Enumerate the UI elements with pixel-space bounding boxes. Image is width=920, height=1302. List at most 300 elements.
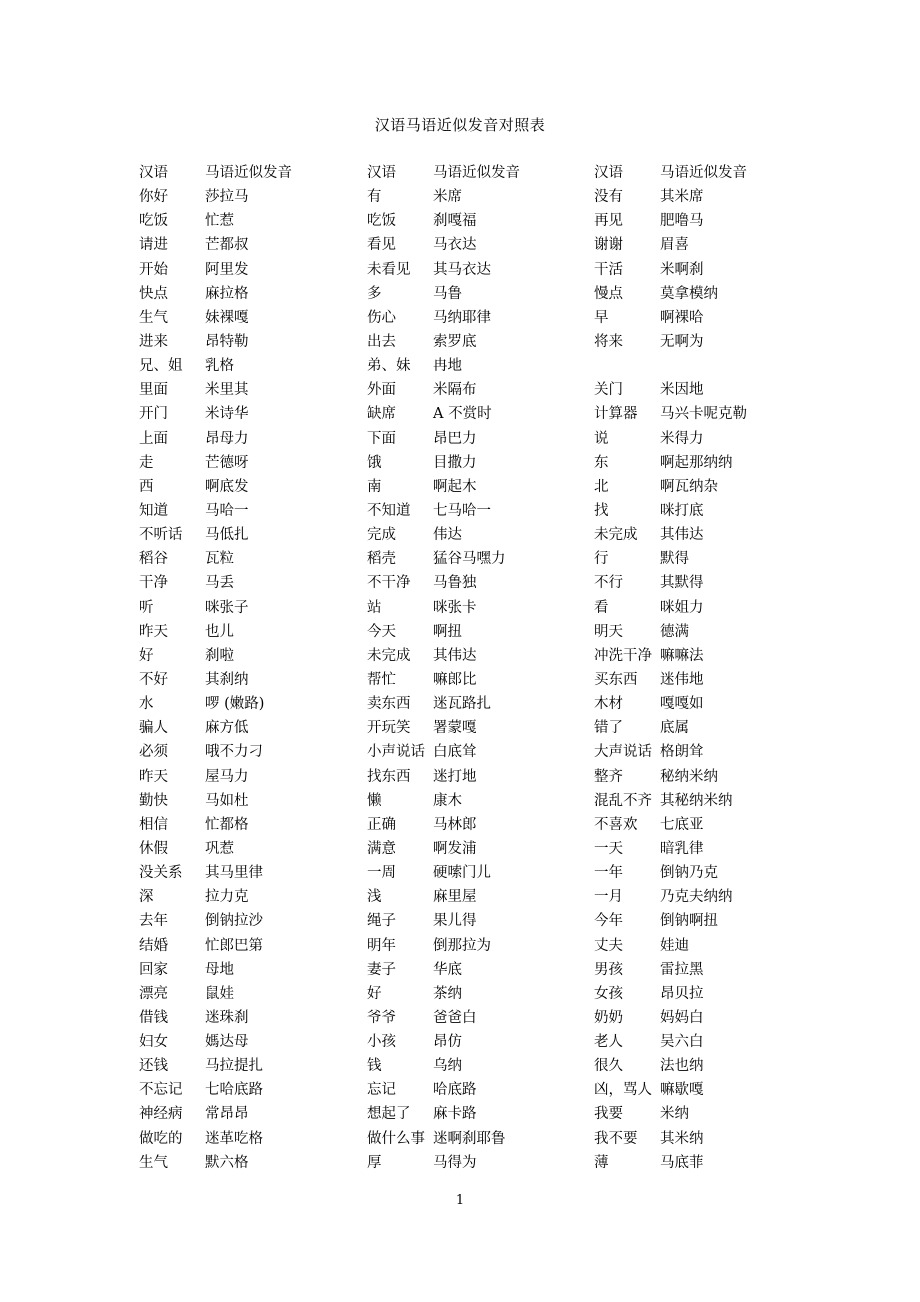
chinese-term: 看 <box>594 599 609 616</box>
vocab-row <box>367 402 595 426</box>
vocab-row <box>367 1151 595 1175</box>
vocab-row <box>367 596 595 620</box>
vocab-row <box>367 571 595 595</box>
malay-pronunciation: 马哈一 <box>205 502 249 519</box>
malay-pronunciation: 其伟达 <box>660 527 704 544</box>
malay-pronunciation: 其米纳 <box>660 1130 704 1147</box>
vocab-row <box>139 813 367 837</box>
vocab-row <box>139 354 367 378</box>
malay-pronunciation: 忙郎巴第 <box>205 937 263 954</box>
malay-pronunciation: 七底亚 <box>660 816 704 833</box>
malay-pronunciation: 其马衣达 <box>433 261 491 278</box>
vocab-row <box>139 185 367 209</box>
vocab-row <box>139 885 367 909</box>
chinese-term: 知道 <box>139 502 168 519</box>
chinese-term: 稻谷 <box>139 551 168 568</box>
chinese-term: 说 <box>594 430 609 447</box>
vocab-row <box>367 813 595 837</box>
malay-pronunciation: 米隔布 <box>433 382 477 399</box>
vocab-row <box>594 885 822 909</box>
vocab-row <box>594 161 822 185</box>
malay-pronunciation: A 不赏时 <box>433 406 492 423</box>
malay-pronunciation: 眉喜 <box>660 237 689 254</box>
vocab-row <box>139 402 367 426</box>
vocab-row <box>367 789 595 813</box>
malay-pronunciation: 迷革吃格 <box>205 1130 263 1147</box>
chinese-term: 开玩笑 <box>367 720 411 737</box>
chinese-term: 错了 <box>594 720 623 737</box>
malay-pronunciation: 瓦粒 <box>205 551 234 568</box>
chinese-term: 找 <box>594 502 609 519</box>
chinese-term: 稻壳 <box>367 551 396 568</box>
vocab-row <box>139 644 367 668</box>
vocab-row <box>594 1151 822 1175</box>
malay-pronunciation: 肥噜马 <box>660 213 704 230</box>
malay-pronunciation: 啊瓦纳杂 <box>660 478 718 495</box>
vocab-row <box>594 523 822 547</box>
chinese-term: 水 <box>139 696 154 713</box>
vocab-row <box>594 909 822 933</box>
vocab-row <box>594 716 822 740</box>
chinese-term: 好 <box>139 647 154 664</box>
chinese-term: 卖东西 <box>367 696 411 713</box>
malay-pronunciation: 米纳 <box>660 1106 689 1123</box>
vocab-row <box>139 282 367 306</box>
malay-pronunciation: 咪打底 <box>660 502 704 519</box>
chinese-term: 绳子 <box>367 913 396 930</box>
chinese-term: 做吃的 <box>139 1130 183 1147</box>
vocab-row <box>367 1054 595 1078</box>
malay-pronunciation: 迷啊刹耶鲁 <box>433 1130 506 1147</box>
malay-pronunciation: 康木 <box>433 792 462 809</box>
chinese-term: 开始 <box>139 261 168 278</box>
vocab-row <box>594 837 822 861</box>
vocab-row <box>594 330 822 354</box>
malay-pronunciation: 马底菲 <box>660 1154 704 1171</box>
malay-pronunciation: 啊裸哈 <box>660 309 704 326</box>
vocab-row <box>139 934 367 958</box>
chinese-term: 看见 <box>367 237 396 254</box>
malay-pronunciation: 啊起木 <box>433 478 477 495</box>
vocab-row <box>367 427 595 451</box>
malay-pronunciation: 默六格 <box>205 1154 249 1171</box>
vocab-row <box>367 885 595 909</box>
chinese-term: 不喜欢 <box>594 816 638 833</box>
malay-pronunciation: 昂母力 <box>205 430 249 447</box>
chinese-term: 一月 <box>594 889 623 906</box>
chinese-term: 想起了 <box>367 1106 411 1123</box>
chinese-term: 计算器 <box>594 406 638 423</box>
malay-pronunciation: 啰 (嫩路) <box>205 696 265 713</box>
vocab-row <box>139 740 367 764</box>
vocab-row <box>594 1102 822 1126</box>
chinese-term: 小孩 <box>367 1034 396 1051</box>
chinese-term: 明年 <box>367 937 396 954</box>
malay-pronunciation: 母地 <box>205 961 234 978</box>
chinese-term: 满意 <box>367 840 396 857</box>
vocab-row <box>594 209 822 233</box>
chinese-term: 未看见 <box>367 261 411 278</box>
chinese-term: 快点 <box>139 285 168 302</box>
malay-pronunciation: 倒钠啊扭 <box>660 913 718 930</box>
chinese-term: 去年 <box>139 913 168 930</box>
malay-pronunciation: 马语近似发音 <box>433 165 520 181</box>
vocab-column-2 <box>367 161 595 1175</box>
vocab-row <box>367 523 595 547</box>
chinese-term: 南 <box>367 478 382 495</box>
chinese-term: 未完成 <box>367 647 411 664</box>
vocab-row <box>594 1127 822 1151</box>
chinese-term: 回家 <box>139 961 168 978</box>
malay-pronunciation: 常昂昂 <box>205 1106 249 1123</box>
chinese-term: 神经病 <box>139 1106 183 1123</box>
malay-pronunciation: 麻方低 <box>205 720 249 737</box>
malay-pronunciation: 麻卡路 <box>433 1106 477 1123</box>
malay-pronunciation: 雷拉黑 <box>660 961 704 978</box>
malay-pronunciation: 马低扎 <box>205 527 249 544</box>
malay-pronunciation: 马鲁 <box>433 285 462 302</box>
malay-pronunciation: 目撒力 <box>433 454 477 471</box>
malay-pronunciation: 嘛嘛法 <box>660 647 704 664</box>
vocab-row <box>367 620 595 644</box>
chinese-term: 将来 <box>594 333 623 350</box>
vocab-row <box>139 692 367 716</box>
malay-pronunciation: 巩惹 <box>205 840 234 857</box>
chinese-term: 懒 <box>367 792 382 809</box>
malay-pronunciation: 秘纳米纳 <box>660 768 718 785</box>
vocab-row <box>594 451 822 475</box>
malay-pronunciation: 茶纳 <box>433 985 462 1002</box>
malay-pronunciation: 昂特勒 <box>205 333 249 350</box>
malay-pronunciation: 咪张卡 <box>433 599 477 616</box>
malay-pronunciation: 马如杜 <box>205 792 249 809</box>
chinese-term: 大声说话 <box>594 744 652 761</box>
malay-pronunciation: 麻里屋 <box>433 889 477 906</box>
vocab-row <box>367 909 595 933</box>
chinese-term: 再见 <box>594 213 623 230</box>
vocab-row <box>367 1006 595 1030</box>
chinese-term: 里面 <box>139 382 168 399</box>
malay-pronunciation: 拉力克 <box>205 889 249 906</box>
vocab-row <box>367 765 595 789</box>
malay-pronunciation: 啊底发 <box>205 478 249 495</box>
vocab-row <box>594 402 822 426</box>
malay-pronunciation: 署蒙嘎 <box>433 720 477 737</box>
malay-pronunciation: 爸爸白 <box>433 1009 477 1026</box>
malay-pronunciation: 阿里发 <box>205 261 249 278</box>
chinese-term: 相信 <box>139 816 168 833</box>
vocab-row <box>139 233 367 257</box>
vocab-row <box>367 451 595 475</box>
vocab-row <box>594 813 822 837</box>
vocab-row <box>594 1078 822 1102</box>
malay-pronunciation: 底属 <box>660 720 689 737</box>
vocab-row <box>139 475 367 499</box>
vocab-row <box>139 958 367 982</box>
malay-pronunciation: 马兴卡呢克勒 <box>660 406 747 423</box>
vocab-row <box>367 547 595 571</box>
malay-pronunciation: 忙都格 <box>205 816 249 833</box>
vocab-row <box>594 934 822 958</box>
chinese-term: 未完成 <box>594 527 638 544</box>
chinese-term: 伤心 <box>367 309 396 326</box>
malay-pronunciation: 刹啦 <box>205 647 234 664</box>
malay-pronunciation: 芒德呀 <box>205 454 249 471</box>
chinese-term: 很久 <box>594 1058 623 1075</box>
malay-pronunciation: 米席 <box>433 189 462 206</box>
chinese-term: 生气 <box>139 1154 168 1171</box>
malay-pronunciation: 妈妈白 <box>660 1009 704 1026</box>
vocab-row <box>139 378 367 402</box>
chinese-term: 买东西 <box>594 671 638 688</box>
chinese-term: 饿 <box>367 454 382 471</box>
chinese-term: 正确 <box>367 816 396 833</box>
vocab-row <box>139 330 367 354</box>
chinese-term: 我要 <box>594 1106 623 1123</box>
vocab-row <box>594 547 822 571</box>
vocab-row <box>594 499 822 523</box>
chinese-term: 爷爷 <box>367 1009 396 1026</box>
chinese-term: 东 <box>594 454 609 471</box>
chinese-term: 厚 <box>367 1154 382 1171</box>
malay-pronunciation: 啊发浦 <box>433 840 477 857</box>
chinese-term: 不行 <box>594 575 623 592</box>
malay-pronunciation: 索罗底 <box>433 333 477 350</box>
malay-pronunciation: 其默得 <box>660 575 704 592</box>
chinese-term: 昨天 <box>139 623 168 640</box>
chinese-term: 漂亮 <box>139 985 168 1002</box>
chinese-term: 必须 <box>139 744 168 761</box>
malay-pronunciation: 马林郎 <box>433 816 477 833</box>
page-title: 汉语马语近似发音对照表 <box>374 116 546 134</box>
malay-pronunciation: 倒钠乃克 <box>660 865 718 882</box>
vocab-row <box>594 620 822 644</box>
vocab-row <box>367 861 595 885</box>
vocab-row <box>139 909 367 933</box>
chinese-term: 找东西 <box>367 768 411 785</box>
vocab-row <box>594 861 822 885</box>
malay-pronunciation: 莎拉马 <box>205 189 249 206</box>
vocab-row <box>367 378 595 402</box>
chinese-term: 开门 <box>139 406 168 423</box>
chinese-term: 缺席 <box>367 406 396 423</box>
vocab-row <box>594 1030 822 1054</box>
malay-pronunciation: 伟达 <box>433 527 462 544</box>
malay-pronunciation: 昂巴力 <box>433 430 477 447</box>
chinese-term: 小声说话 <box>367 744 425 761</box>
vocab-row <box>594 1054 822 1078</box>
vocab-row <box>139 258 367 282</box>
chinese-term: 听 <box>139 599 154 616</box>
vocab-row <box>139 765 367 789</box>
malay-pronunciation: 其马里律 <box>205 865 263 882</box>
vocab-row <box>367 740 595 764</box>
chinese-term: 我不要 <box>594 1130 638 1147</box>
chinese-term: 汉语 <box>367 165 396 181</box>
chinese-term: 不听话 <box>139 527 183 544</box>
chinese-term: 没关系 <box>139 865 183 882</box>
vocab-row <box>594 258 822 282</box>
chinese-term: 上面 <box>139 430 168 447</box>
malay-pronunciation: 默得 <box>660 551 689 568</box>
chinese-term: 生气 <box>139 309 168 326</box>
chinese-term: 昨天 <box>139 768 168 785</box>
chinese-term: 慢点 <box>594 285 623 302</box>
chinese-term: 男孩 <box>594 961 623 978</box>
malay-pronunciation: 芒都叔 <box>205 237 249 254</box>
chinese-term: 结婚 <box>139 937 168 954</box>
chinese-term: 请进 <box>139 237 168 254</box>
vocab-row <box>367 1127 595 1151</box>
malay-pronunciation: 其刹纳 <box>205 671 249 688</box>
malay-pronunciation: 屋马力 <box>205 768 249 785</box>
vocab-row <box>139 1151 367 1175</box>
chinese-term: 不好 <box>139 671 168 688</box>
chinese-term: 干净 <box>139 575 168 592</box>
malay-pronunciation: 刹嘎福 <box>433 213 477 230</box>
malay-pronunciation: 暗乳律 <box>660 840 704 857</box>
vocab-row <box>367 161 595 185</box>
vocab-row <box>367 982 595 1006</box>
vocab-row <box>367 644 595 668</box>
chinese-term: 吃饭 <box>139 213 168 230</box>
vocab-row <box>594 233 822 257</box>
malay-pronunciation: 七哈底路 <box>205 1082 263 1099</box>
chinese-term: 弟、妹 <box>367 358 411 375</box>
vocab-row <box>367 837 595 861</box>
vocab-row <box>594 282 822 306</box>
malay-pronunciation: 嘛歇嘎 <box>660 1082 704 1099</box>
vocab-row <box>594 185 822 209</box>
vocab-row <box>594 475 822 499</box>
chinese-term: 干活 <box>594 261 623 278</box>
vocab-row <box>367 958 595 982</box>
chinese-term: 有 <box>367 189 382 206</box>
malay-pronunciation: 莫拿模纳 <box>660 285 718 302</box>
vocab-row <box>139 547 367 571</box>
vocab-row <box>139 596 367 620</box>
chinese-term: 今年 <box>594 913 623 930</box>
malay-pronunciation: 鼠娃 <box>205 985 234 1002</box>
malay-pronunciation: 啊起那纳纳 <box>660 454 733 471</box>
vocab-row <box>139 209 367 233</box>
vocab-row <box>139 837 367 861</box>
malay-pronunciation: 妹裸嘎 <box>205 309 249 326</box>
vocab-row <box>139 451 367 475</box>
malay-pronunciation: 娃迪 <box>660 937 689 954</box>
malay-pronunciation: 果儿得 <box>433 913 477 930</box>
chinese-term: 不忘记 <box>139 1082 183 1099</box>
malay-pronunciation: 格朗耸 <box>660 744 704 761</box>
chinese-term: 凶，骂人 <box>594 1082 652 1099</box>
vocab-row <box>594 668 822 692</box>
chinese-term: 骗人 <box>139 720 168 737</box>
malay-pronunciation: 昂贝拉 <box>660 985 704 1002</box>
malay-pronunciation: 马语近似发音 <box>205 165 292 181</box>
malay-pronunciation: 华底 <box>433 961 462 978</box>
malay-pronunciation: 马得为 <box>433 1154 477 1171</box>
chinese-term: 女孩 <box>594 985 623 1002</box>
chinese-term: 木材 <box>594 696 623 713</box>
chinese-term: 站 <box>367 599 382 616</box>
chinese-term: 没有 <box>594 189 623 206</box>
chinese-term: 帮忙 <box>367 671 396 688</box>
chinese-term: 不干净 <box>367 575 411 592</box>
chinese-term: 还钱 <box>139 1058 168 1075</box>
malay-pronunciation: 咪姐力 <box>660 599 704 616</box>
malay-pronunciation: 乌纳 <box>433 1058 462 1075</box>
chinese-term: 吃饭 <box>367 213 396 230</box>
vocab-row <box>139 789 367 813</box>
malay-pronunciation: 七马哈一 <box>433 502 491 519</box>
malay-pronunciation: 冉地 <box>433 358 462 375</box>
page-number: 1 <box>455 1193 465 1208</box>
chinese-term: 忘记 <box>367 1082 396 1099</box>
chinese-term: 妻子 <box>367 961 396 978</box>
vocab-row <box>367 330 595 354</box>
chinese-term: 今天 <box>367 623 396 640</box>
chinese-term: 多 <box>367 285 382 302</box>
vocab-row <box>594 1006 822 1030</box>
chinese-term: 混乱不齐 <box>594 792 652 809</box>
malay-pronunciation: 马拉提扎 <box>205 1058 263 1075</box>
malay-pronunciation: 无啊为 <box>660 333 704 350</box>
malay-pronunciation: 也儿 <box>205 623 234 640</box>
chinese-term: 明天 <box>594 623 623 640</box>
malay-pronunciation: 乃克夫纳纳 <box>660 889 733 906</box>
chinese-term: 进来 <box>139 333 168 350</box>
malay-pronunciation: 其米席 <box>660 189 704 206</box>
chinese-term: 一年 <box>594 865 623 882</box>
vocab-row <box>594 740 822 764</box>
vocab-row <box>594 692 822 716</box>
malay-pronunciation: 白底耸 <box>433 744 477 761</box>
vocab-row <box>367 934 595 958</box>
malay-pronunciation: 马丢 <box>205 575 234 592</box>
vocab-row <box>367 354 595 378</box>
malay-pronunciation: 马语近似发音 <box>660 165 747 181</box>
chinese-term: 走 <box>139 454 154 471</box>
chinese-term: 汉语 <box>594 165 623 181</box>
vocab-row <box>139 161 367 185</box>
vocab-row <box>139 1030 367 1054</box>
vocab-row <box>367 185 595 209</box>
vocab-row <box>367 282 595 306</box>
chinese-term: 做什么事 <box>367 1130 425 1147</box>
malay-pronunciation: 麻拉格 <box>205 285 249 302</box>
chinese-term: 你好 <box>139 189 168 206</box>
chinese-term: 完成 <box>367 527 396 544</box>
chinese-term: 丈夫 <box>594 937 623 954</box>
chinese-term: 深 <box>139 889 154 906</box>
vocab-row <box>594 958 822 982</box>
vocab-row <box>594 427 822 451</box>
vocab-row <box>594 982 822 1006</box>
chinese-term: 行 <box>594 551 609 568</box>
chinese-term: 出去 <box>367 333 396 350</box>
vocab-row <box>139 427 367 451</box>
chinese-term: 冲洗干净 <box>594 647 652 664</box>
chinese-term: 薄 <box>594 1154 609 1171</box>
chinese-term: 一天 <box>594 840 623 857</box>
vocab-row <box>139 1054 367 1078</box>
chinese-term: 外面 <box>367 382 396 399</box>
vocab-row <box>139 306 367 330</box>
malay-pronunciation: 米诗华 <box>205 406 249 423</box>
malay-pronunciation: 迷珠刹 <box>205 1009 249 1026</box>
chinese-term: 整齐 <box>594 768 623 785</box>
malay-pronunciation: 硬嗦门儿 <box>433 865 491 882</box>
